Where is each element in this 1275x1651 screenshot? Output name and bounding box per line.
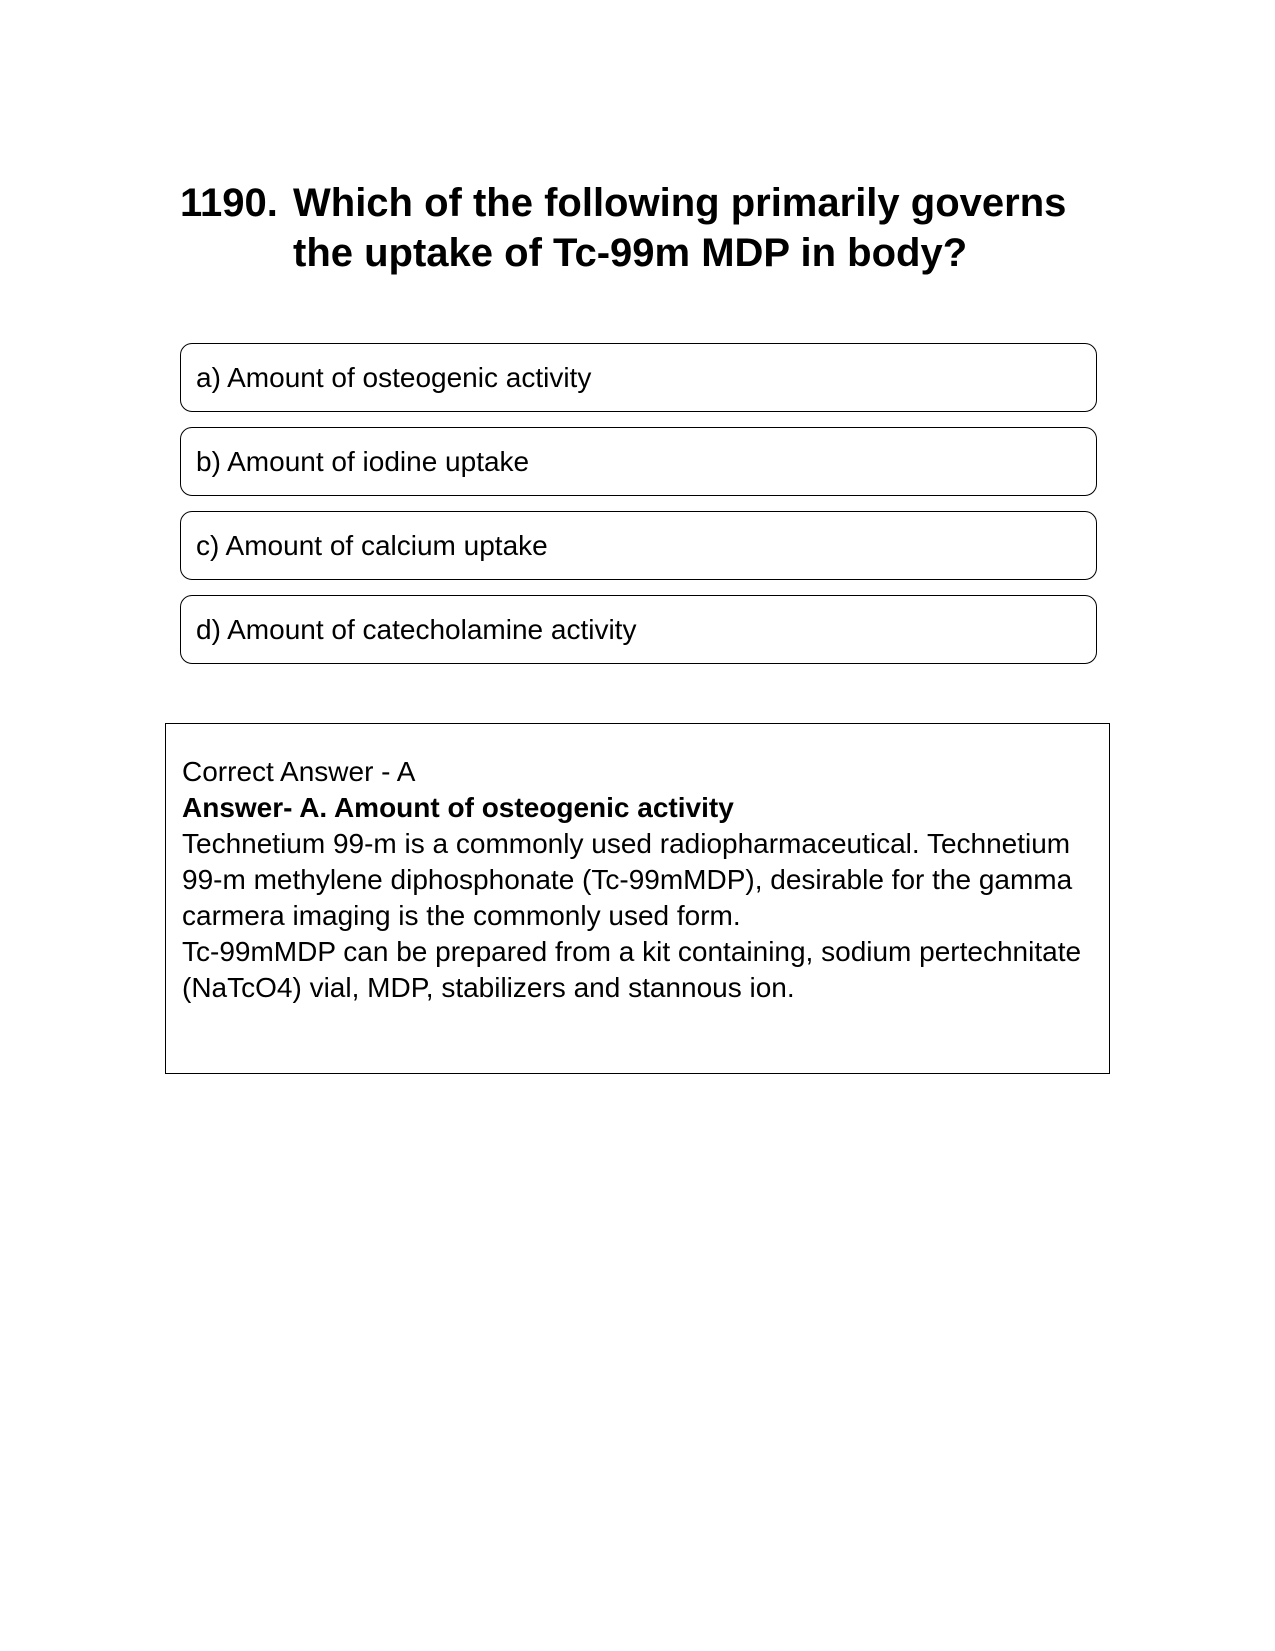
option-b[interactable]	[180, 427, 1097, 496]
explanation-paragraph-2: Tc-99mMDP can be prepared from a kit containing, sodium pertechnitate (NaTcO4) vial, MDP, stabilizers and stannous ion.	[182, 936, 1082, 1003]
answer-heading: Answer- A. Amount of osteogenic activity	[182, 792, 734, 823]
option-a-label: a) Amount of osteogenic activity	[196, 361, 592, 393]
option-b-label: b) Amount of iodine uptake	[196, 445, 530, 477]
question-heading	[180, 178, 1100, 278]
answer-explanation-box	[165, 723, 1110, 1074]
correct-answer-line: Correct Answer - A	[182, 756, 416, 787]
option-d-label: d) Amount of catecholamine activity	[196, 613, 637, 645]
option-a[interactable]	[180, 343, 1097, 412]
option-c[interactable]	[180, 511, 1097, 580]
question-number: 1190.	[180, 181, 278, 225]
explanation-paragraph-1: Technetium 99-m is a commonly used radiopharmaceutical. Technetium 99-m methylene diphosphonate (Tc-99mMDP), desirable for the gamma carmera imaging is the commonly used form.	[182, 828, 1073, 931]
option-c-label: c) Amount of calcium uptake	[196, 529, 548, 561]
option-d[interactable]	[180, 595, 1097, 664]
options-list	[180, 343, 1097, 679]
question-text: Which of the following primarily governs the uptake of Tc-99m MDP in body?	[293, 181, 1067, 275]
